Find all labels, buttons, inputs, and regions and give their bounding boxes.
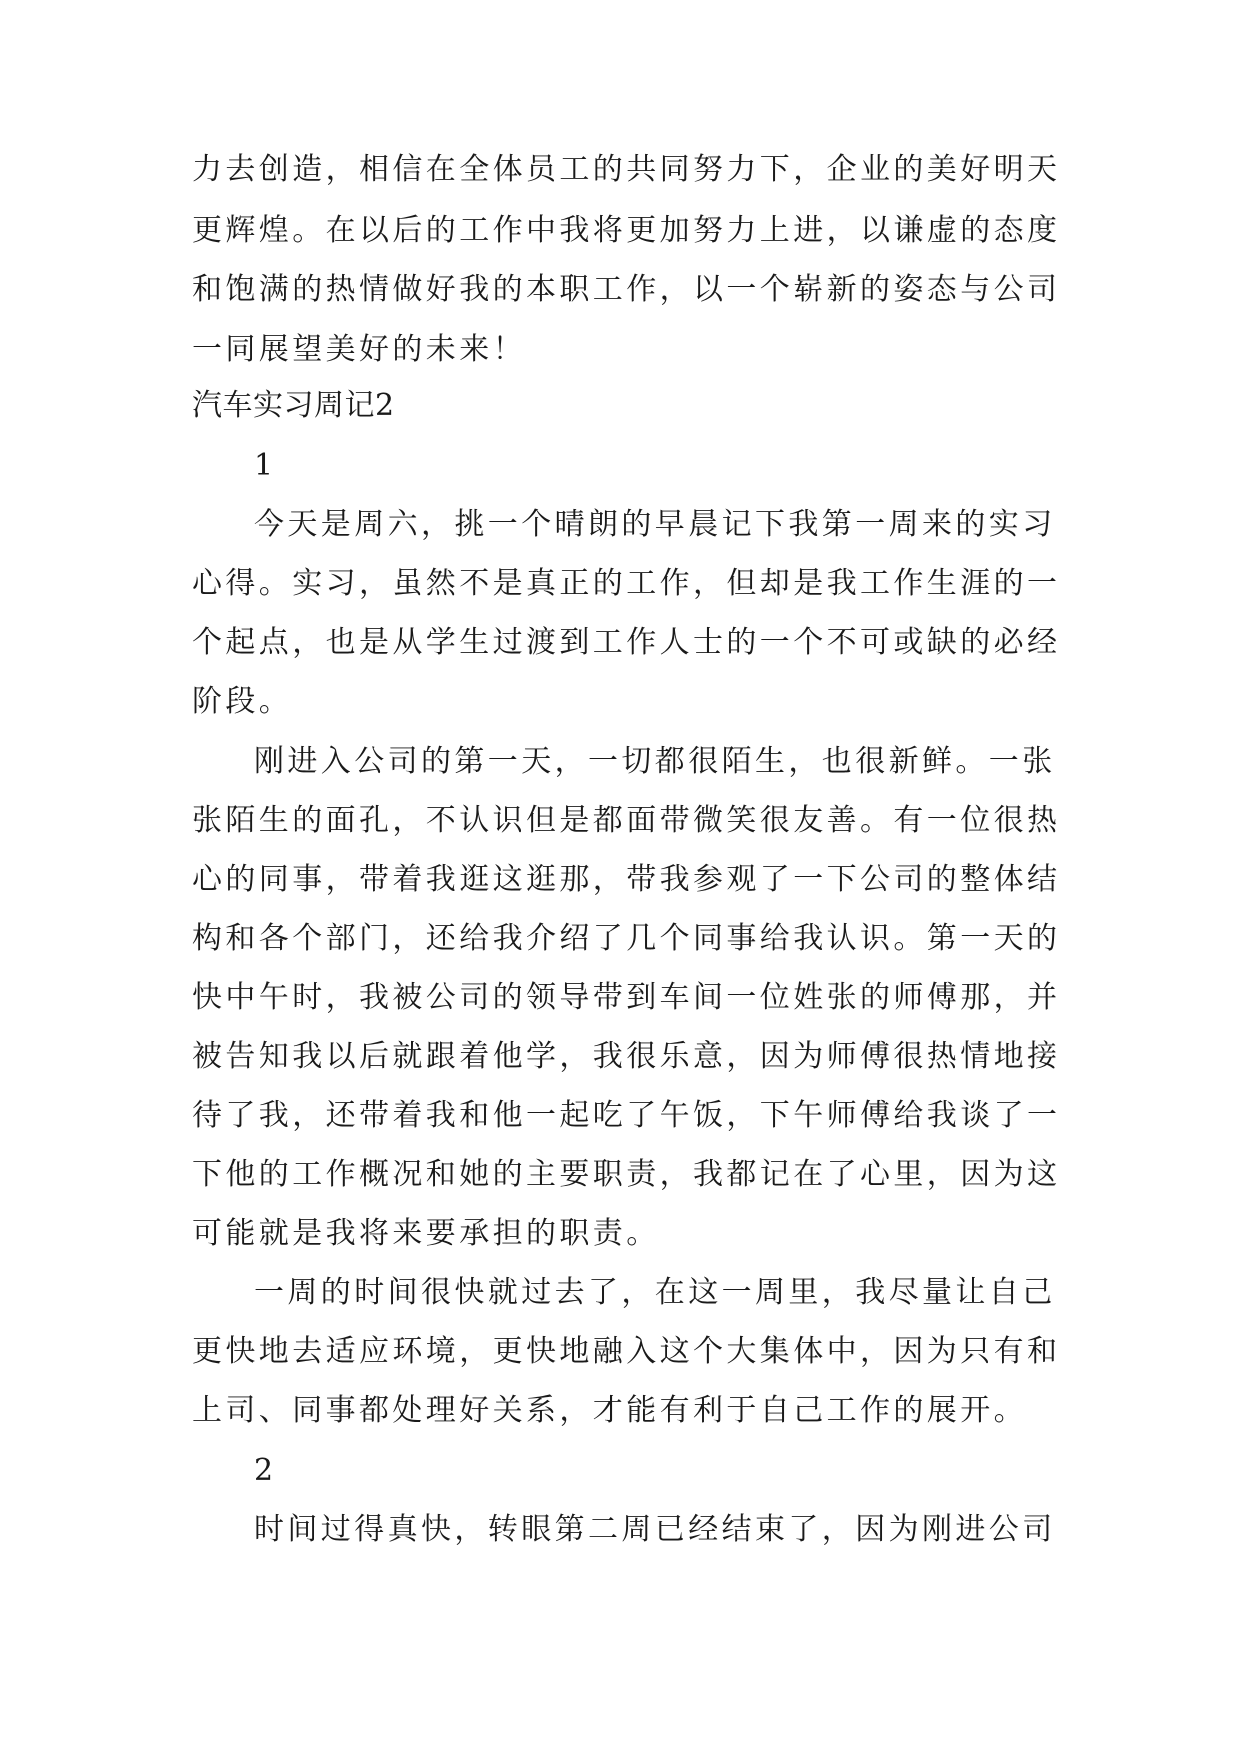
body-text-line: 可能就是我将来要承担的职责。: [192, 1216, 660, 1251]
paragraph-first-line: 一周的时间很快就过去了，在这一周里，我尽量让自己: [254, 1275, 1056, 1310]
week-number: 2: [254, 1453, 277, 1488]
body-text-line: 上司、同事都处理好关系，才能有利于自己工作的展开。: [192, 1393, 1027, 1428]
body-text-line: 被告知我以后就跟着他学，我很乐意，因为师傅很热情地接: [192, 1039, 1061, 1074]
body-text-line: 心的同事，带着我逛这逛那，带我参观了一下公司的整体结: [192, 862, 1061, 897]
body-text-line: 快中午时，我被公司的领导带到车间一位姓张的师傅那，并: [192, 980, 1061, 1015]
body-text-line: 阶段。: [192, 684, 293, 719]
body-text-line: 构和各个部门，还给我介绍了几个同事给我认识。第一天的: [192, 921, 1061, 956]
section-title: 汽车实习周记2: [192, 388, 395, 423]
body-text-line: 一同展望美好的未来！: [192, 332, 526, 367]
body-text-line: 张陌生的面孔，不认识但是都面带微笑很友善。有一位很热: [192, 803, 1061, 838]
body-text-line: 下他的工作概况和她的主要职责，我都记在了心里，因为这: [192, 1157, 1061, 1192]
paragraph-first-line: 时间过得真快，转眼第二周已经结束了，因为刚进公司: [254, 1512, 1056, 1547]
body-text-line: 更辉煌。在以后的工作中我将更加努力上进，以谦虚的态度: [192, 213, 1061, 248]
body-text-line: 个起点，也是从学生过渡到工作人士的一个不可或缺的必经: [192, 625, 1061, 660]
paragraph-first-line: 刚进入公司的第一天，一切都很陌生，也很新鲜。一张: [254, 744, 1056, 779]
body-text-line: 力去创造，相信在全体员工的共同努力下，企业的美好明天: [192, 152, 1061, 187]
week-number: 1: [254, 448, 277, 483]
body-text-line: 和饱满的热情做好我的本职工作，以一个崭新的姿态与公司: [192, 272, 1061, 307]
body-text-line: 心得。实习，虽然不是真正的工作，但却是我工作生涯的一: [192, 566, 1061, 601]
body-text-line: 更快地去适应环境，更快地融入这个大集体中，因为只有和: [192, 1334, 1061, 1369]
paragraph-first-line: 今天是周六，挑一个晴朗的早晨记下我第一周来的实习: [254, 507, 1056, 542]
body-text-line: 待了我，还带着我和他一起吃了午饭，下午师傅给我谈了一: [192, 1098, 1061, 1133]
